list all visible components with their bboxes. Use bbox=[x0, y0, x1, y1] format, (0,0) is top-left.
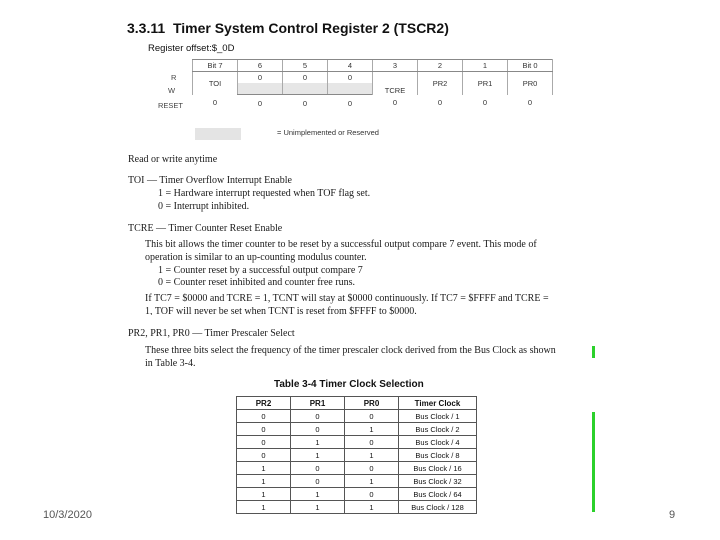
tcre-note-line-2: 1, TOF will never be set when TCNT is reset from $FFFF to $0000. bbox=[145, 306, 417, 315]
table-cell: Bus Clock / 64 bbox=[399, 488, 477, 501]
table-cell: 0 bbox=[345, 436, 399, 449]
reset-value: 0 bbox=[257, 98, 263, 108]
table-cell: 0 bbox=[291, 475, 345, 488]
section-number: 3.3.11 bbox=[127, 20, 166, 36]
reset-value: 0 bbox=[392, 98, 398, 108]
column-header-pr1: PR1 bbox=[291, 397, 345, 410]
table-cell: Bus Clock / 8 bbox=[399, 449, 477, 462]
reset-value: 0 bbox=[527, 98, 533, 108]
table-row bbox=[237, 410, 477, 423]
slide-page-number: 9 bbox=[669, 509, 676, 521]
table-cell: 1 bbox=[237, 488, 291, 501]
change-bar bbox=[592, 346, 595, 358]
table-cell: 0 bbox=[291, 462, 345, 475]
bit-header: Bit 0 bbox=[508, 60, 553, 72]
bit-header: 4 bbox=[328, 60, 373, 72]
table-cell: 1 bbox=[237, 475, 291, 488]
tcre-title: TCRE — Timer Counter Reset Enable bbox=[128, 223, 283, 234]
unimplemented-legend-text: = Unimplemented or Reserved bbox=[277, 128, 379, 137]
table-cell: Bus Clock / 16 bbox=[399, 462, 477, 475]
tcre-option-0: 0 = Counter reset inhibited and counter free runs. bbox=[158, 277, 355, 288]
pr-paragraph-line-1: These three bits select the frequency of the timer prescaler clock derived from the Bus Clock as shown bbox=[145, 345, 556, 356]
table-cell: Bus Clock / 4 bbox=[399, 436, 477, 449]
reset-value: 0 bbox=[482, 98, 488, 108]
bit-number-row bbox=[193, 60, 553, 72]
table-row bbox=[237, 436, 477, 449]
bit-header: Bit 7 bbox=[193, 60, 238, 72]
table-cell: 1 bbox=[237, 501, 291, 514]
timer-clock-table bbox=[236, 396, 477, 514]
table-cell: 1 bbox=[291, 449, 345, 462]
reset-value: 0 bbox=[212, 98, 218, 108]
bit-field-tcre: TCRE bbox=[373, 72, 418, 95]
tcre-note-line-2-clip bbox=[145, 306, 417, 315]
register-bit-table bbox=[192, 59, 553, 111]
table-cell: 0 bbox=[345, 488, 399, 501]
table-row bbox=[237, 475, 477, 488]
bit-field-toi: TOI bbox=[193, 72, 238, 95]
access-note: Read or write anytime bbox=[128, 154, 218, 165]
table-cell: 0 bbox=[345, 462, 399, 475]
bit-field-pr0: PR0 bbox=[508, 72, 553, 95]
table-cell: 1 bbox=[291, 488, 345, 501]
unimplemented-cell bbox=[238, 83, 283, 95]
toi-option-0: 0 = Interrupt inhibited. bbox=[158, 201, 250, 212]
pr-paragraph-line-2-clip bbox=[145, 358, 196, 367]
bit-header: 5 bbox=[283, 60, 328, 72]
write-row-label: W bbox=[168, 86, 176, 95]
bit-field-reserved: 0 bbox=[283, 72, 328, 84]
tcre-paragraph-line-2: operation is similar to an up-counting modulus counter. bbox=[145, 252, 367, 263]
table-row bbox=[237, 488, 477, 501]
table-cell: 1 bbox=[291, 501, 345, 514]
table-cell: 0 bbox=[237, 436, 291, 449]
table-cell: Bus Clock / 2 bbox=[399, 423, 477, 436]
reset-row-label: RESET bbox=[158, 101, 184, 110]
table-row bbox=[237, 423, 477, 436]
read-row bbox=[193, 72, 553, 84]
table-cell: Bus Clock / 1 bbox=[399, 410, 477, 423]
table-cell: 0 bbox=[237, 423, 291, 436]
change-bar bbox=[592, 412, 595, 512]
pr-paragraph-line-2: in Table 3-4. bbox=[145, 358, 196, 367]
table-cell: 1 bbox=[345, 475, 399, 488]
table-caption: Table 3-4 Timer Clock Selection bbox=[274, 379, 424, 390]
unimplemented-cell bbox=[328, 83, 373, 95]
table-row bbox=[237, 501, 477, 514]
register-title: Timer System Control Register 2 (TSCR2) bbox=[172, 20, 449, 36]
bit-field-pr1: PR1 bbox=[463, 72, 508, 95]
table-cell: 1 bbox=[345, 501, 399, 514]
table-cell: 1 bbox=[345, 449, 399, 462]
column-header-timer-clock: Timer Clock bbox=[399, 397, 477, 410]
reset-value: 0 bbox=[437, 98, 443, 108]
table-cell: 0 bbox=[237, 449, 291, 462]
tcre-paragraph-line-1: This bit allows the timer counter to be reset by a successful output compare 7 event. This mode of bbox=[145, 239, 537, 250]
table-header-row bbox=[237, 397, 477, 410]
table-cell: 0 bbox=[291, 423, 345, 436]
read-row-label: R bbox=[171, 73, 177, 82]
bit-field-reserved: 0 bbox=[238, 72, 283, 84]
table-cell: 1 bbox=[291, 436, 345, 449]
table-cell: 0 bbox=[345, 410, 399, 423]
table-cell: 1 bbox=[345, 423, 399, 436]
toi-option-1: 1 = Hardware interrupt requested when TOF flag set. bbox=[158, 188, 371, 199]
reset-value: 0 bbox=[347, 98, 353, 108]
bit-header: 6 bbox=[238, 60, 283, 72]
page-title bbox=[127, 20, 449, 36]
table-cell: Bus Clock / 32 bbox=[399, 475, 477, 488]
slide-date: 10/3/2020 bbox=[43, 509, 92, 521]
reset-row bbox=[193, 95, 553, 112]
register-offset: Register offset:$_0D bbox=[148, 43, 235, 54]
unimplemented-legend-swatch bbox=[195, 128, 241, 140]
bit-header: 3 bbox=[373, 60, 418, 72]
table-cell: Bus Clock / 128 bbox=[399, 501, 477, 514]
unimplemented-cell bbox=[283, 83, 328, 95]
table-row bbox=[237, 462, 477, 475]
column-header-pr2: PR2 bbox=[237, 397, 291, 410]
clock-table-clip bbox=[236, 396, 479, 514]
bit-field-reserved: 0 bbox=[328, 72, 373, 84]
table-cell: 1 bbox=[237, 462, 291, 475]
toi-title: TOI — Timer Overflow Interrupt Enable bbox=[128, 175, 292, 186]
tcre-note-line-1: If TC7 = $0000 and TCRE = 1, TCNT will stay at $0000 continuously. If TC7 = $FFFF and TCRE = bbox=[145, 293, 549, 304]
bit-field-pr2: PR2 bbox=[418, 72, 463, 95]
table-cell: 0 bbox=[291, 410, 345, 423]
table-cell: 0 bbox=[237, 410, 291, 423]
bit-header: 2 bbox=[418, 60, 463, 72]
column-header-pr0: PR0 bbox=[345, 397, 399, 410]
bit-header: 1 bbox=[463, 60, 508, 72]
tcre-option-1: 1 = Counter reset by a successful output compare 7 bbox=[158, 265, 363, 276]
table-row bbox=[237, 449, 477, 462]
reset-value: 0 bbox=[302, 98, 308, 108]
pr-title: PR2, PR1, PR0 — Timer Prescaler Select bbox=[128, 328, 295, 339]
